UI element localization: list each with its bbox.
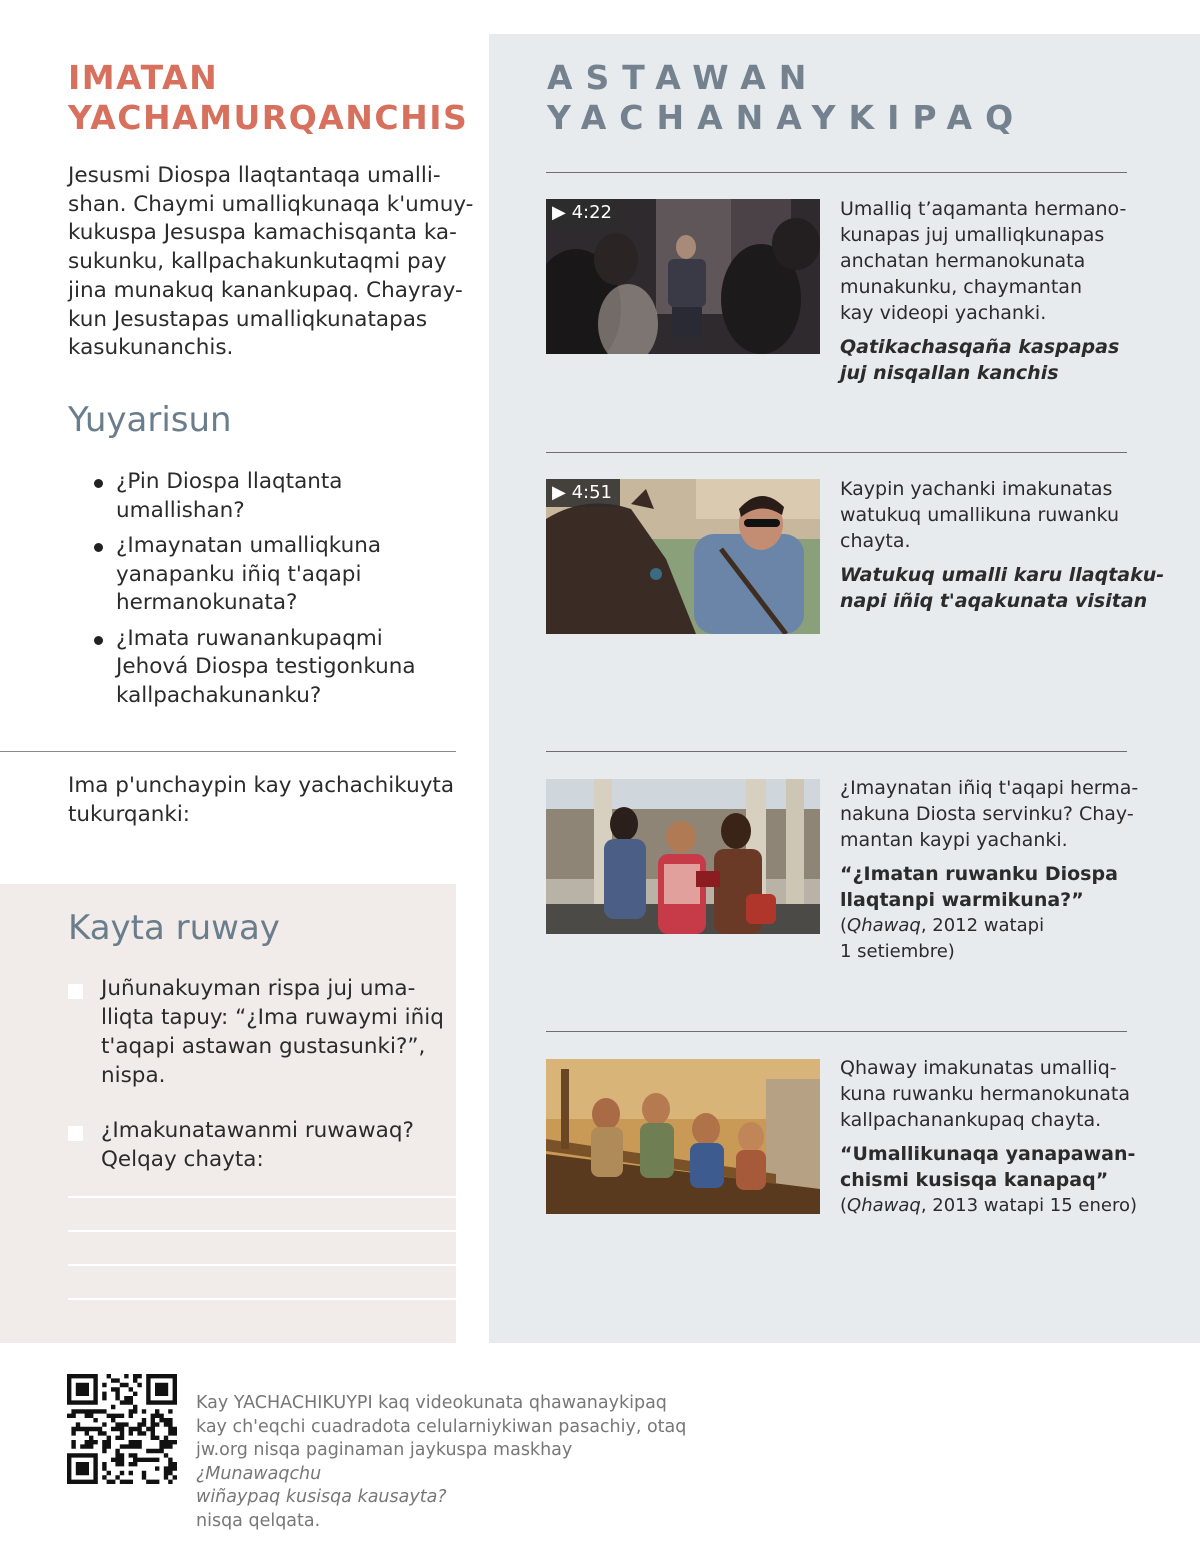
intro-line: kasukunanchis.: [68, 335, 234, 361]
article-citation: (Qhawaq, 2013 watapi 15 enero): [840, 1195, 1138, 1216]
checkbox[interactable]: [68, 1126, 83, 1141]
divider: [0, 751, 456, 752]
intro-line: kun Jesustapas umalliqkunatapas: [68, 306, 428, 332]
writing-line[interactable]: [68, 1298, 456, 1300]
review-question: ¿Pin Diospa llaqtanta umallishan?: [92, 468, 452, 525]
divider: [546, 452, 1127, 453]
divider: [546, 1031, 1127, 1032]
learn-more-heading: ASTAWAN YACHANAYKIPAQ: [547, 58, 1027, 137]
activity-task[interactable]: ¿Imakunatawanmi ruwawaq? Qelqay chayta:: [68, 1116, 448, 1174]
item-description: Kaypin yachanki imakunatas watukuq umallikuna ruwanku chayta. Watukuq umalli karu llaqtaku- napi iñiq t'aqakunata visitan: [840, 478, 1165, 612]
article-picture: [546, 779, 820, 934]
footer-instructions: Kay YACHACHIKUYPI kaq videokunata qhawanaykipaq kay ch'eqchi cuadradota celularniykiwan pasachiy, otaq jw.org nisqa paginaman jaykuspa maskhay ¿Munawaqchu wiñaypaq kusisqa kausayta? nisqa qelqata.: [196, 1393, 687, 1531]
item-description: Umalliq t’aqamanta hermano- kunapas juj umalliqkunapas anchatan hermanokunata munakunku, chaymantan kay videopi yachanki. Qatikachasqaña kaspapas juj nisqallan kanchis: [840, 196, 1130, 386]
intro-paragraph: [68, 162, 474, 363]
learn-more-panel: [489, 34, 1200, 1343]
checkbox[interactable]: [68, 984, 83, 999]
article-image[interactable]: [546, 1059, 820, 1214]
video-duration-badge: ▶ 4:51: [546, 479, 620, 507]
review-question: ¿Imata ruwanankupaqmi Jehová Diospa testigonkuna kallpachakunanku?: [92, 625, 452, 711]
completion-date-prompt: Ima p'unchaypin kay yachachikuyta tukurqanki:: [68, 773, 455, 827]
intro-line: kukuspa Jesuspa kamachisqanta ka-: [68, 220, 457, 246]
qr-code[interactable]: [67, 1374, 177, 1484]
lesson-title-line2: YACHAMURQANCHIS: [68, 98, 469, 137]
article-picture: [546, 1059, 820, 1214]
review-heading: Yuyarisun: [68, 400, 232, 440]
divider: [546, 751, 1127, 752]
video-duration-badge: ▶ 4:22: [546, 199, 620, 227]
lesson-title-line1: IMATAN: [68, 58, 219, 97]
writing-line[interactable]: [68, 1230, 456, 1232]
writing-line[interactable]: [68, 1196, 456, 1198]
video-title-link[interactable]: Watukuq umalli karu llaqtaku- napi iñiq t'aqakunata visitan: [840, 564, 1165, 612]
article-image[interactable]: [546, 779, 820, 934]
intro-line: sukunku, kallpachakunkutaqmi pay: [68, 249, 447, 275]
intro-line: Jesusmi Diospa llaqtantaqa umalli-: [68, 163, 441, 188]
video-thumbnail[interactable]: [546, 199, 820, 354]
activity-box: [0, 884, 456, 1343]
intro-line: jina munakuq kanankupaq. Chayray-: [68, 277, 463, 303]
writing-line[interactable]: [68, 1264, 456, 1266]
intro-line: shan. Chaymi umalliqkunaqa k'umuy-: [68, 191, 474, 217]
activity-task[interactable]: Juñunakuyman rispa juj uma- lliqta tapuy: “¿Ima ruwaymi iñiq t'aqapi astawan gustasunki?”, nispa.: [68, 974, 448, 1090]
video-title-link[interactable]: Qatikachasqaña kaspapas juj nisqallan kanchis: [840, 336, 1120, 384]
review-questions: [92, 468, 452, 717]
video-thumbnail[interactable]: [546, 479, 820, 634]
article-citation: (Qhawaq, 2012 watapi 1 setiembre): [840, 915, 1045, 962]
lesson-title: [68, 58, 468, 138]
activity-heading: Kayta ruway: [68, 908, 280, 948]
article-title-link[interactable]: “¿Imatan ruwanku Diospa llaqtanpi warmikuna?”: [840, 863, 1118, 911]
item-description: ¿Imaynatan iñiq t'aqapi herma- nakuna Diosta servinku? Chay- mantan kaypi yachanki. “¿Imatan ruwanku Diospa llaqtanpi warmikuna?” (Qhawaq, 2012 watapi 1 setiembre): [840, 775, 1130, 965]
item-description: Qhaway imakunatas umalliq- kuna ruwanku hermanokunata kallpachanankupaq chayta. “Umallikunaqa yanapawan- chismi kusisqa kanapaq” (Qhawaq, 2013 watapi 15 enero): [840, 1055, 1130, 1219]
article-title-link[interactable]: “Umallikunaqa yanapawan- chismi kusisqa kanapaq”: [840, 1143, 1136, 1191]
divider: [546, 172, 1127, 173]
review-question: ¿Imaynatan umalliqkuna yanapanku iñiq t'aqapi hermanokunata?: [92, 532, 452, 618]
